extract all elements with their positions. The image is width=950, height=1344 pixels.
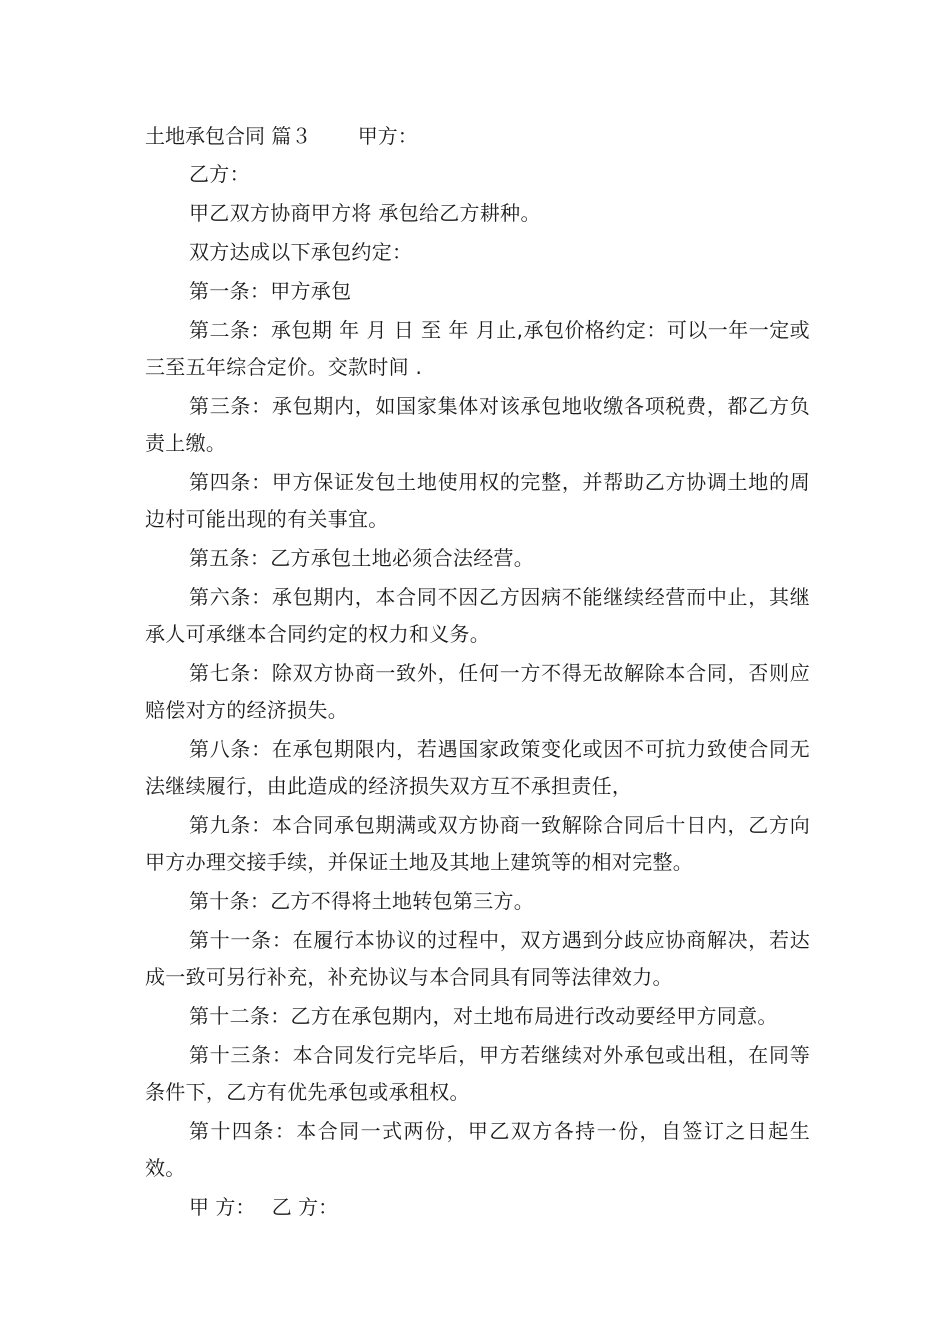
signature-party-b: 乙 方： [271, 1195, 339, 1219]
clause-9: 第九条：本合同承包期满或双方协商一致解除合同后十日内，乙方向甲方办理交接手续，并保证土地及其地上建筑等的相对完整。 [145, 813, 810, 874]
title-line [145, 118, 810, 154]
clause-5: 第五条：乙方承包土地必须合法经营。 [189, 546, 535, 570]
party-a-label: 甲方： [357, 124, 418, 148]
party-b-label: 乙方： [189, 162, 250, 186]
clause-8: 第八条：在承包期限内，若遇国家政策变化或因不可抗力致使合同无法继续履行，由此造成的经济损失双方互不承担责任， [145, 737, 810, 798]
clause-4: 第四条：甲方保证发包土地使用权的完整，并帮助乙方协调土地的周边村可能出现的有关事宜。 [145, 470, 810, 531]
clause-10: 第十条：乙方不得将土地转包第三方。 [189, 889, 535, 913]
clause-6: 第六条：承包期内，本合同不因乙方因病不能继续经营而中止，其继承人可承继本合同约定的权力和义务。 [145, 585, 810, 646]
intro-paragraph: 甲乙双方协商甲方将 承包给乙方耕种。 [189, 201, 541, 225]
clause-2: 第二条：承包期 年 月 日 至 年 月止,承包价格约定：可以一年一定或三至五年综合定价。交款时间 . [145, 318, 810, 379]
clause-14: 第十四条：本合同一式两份，甲乙双方各持一份，自签订之日起生效。 [145, 1119, 810, 1180]
clause-13: 第十三条：本合同发行完毕后，甲方若继续对外承包或出租，在同等条件下，乙方有优先承包或承租权。 [145, 1043, 810, 1104]
signature-party-a: 甲 方： [189, 1195, 256, 1219]
clause-1: 第一条：甲方承包 [189, 279, 352, 303]
clause-3: 第三条：承包期内，如国家集体对该承包地收缴各项税费，都乙方负责上缴。 [145, 394, 810, 455]
signature-line [145, 1189, 810, 1226]
clause-12: 第十二条：乙方在承包期内，对土地布局进行改动要经甲方同意。 [189, 1004, 778, 1028]
clause-7: 第七条：除双方协商一致外，任何一方不得无故解除本合同，否则应赔偿对方的经济损失。 [145, 661, 810, 722]
agreement-lead: 双方达成以下承包约定： [189, 240, 413, 264]
contract-body [145, 118, 810, 1226]
clause-11: 第十一条：在履行本协议的过程中，双方遇到分歧应协商解决，若达成一致可另行补充，补充协议与本合同具有同等法律效力。 [145, 928, 810, 989]
document-title: 土地承包合同 篇３ [145, 124, 312, 148]
